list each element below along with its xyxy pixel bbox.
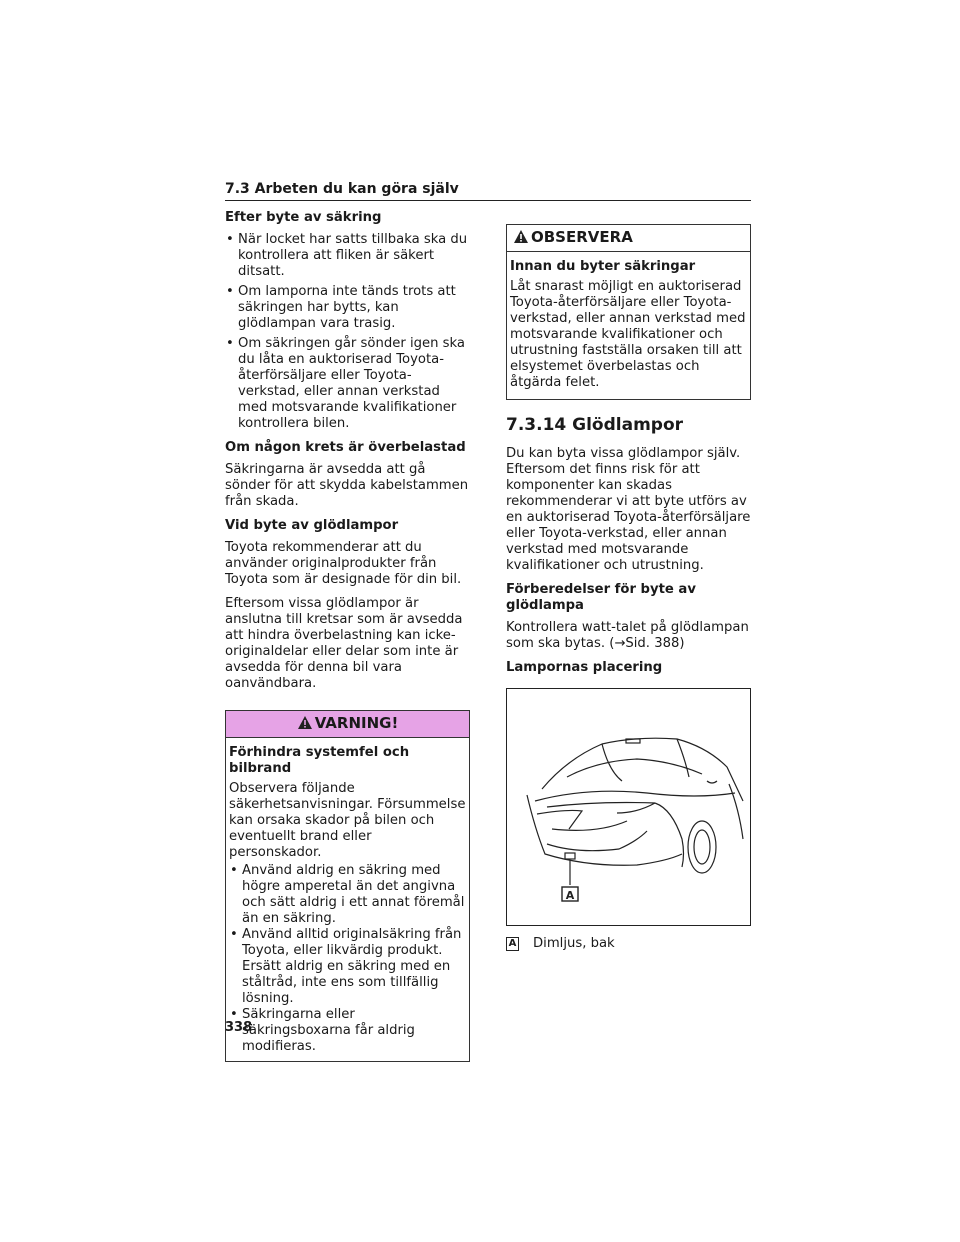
paragraph: Toyota rekommenderar att du använder originalprodukter från Toyota som är designade för din bil. (225, 540, 462, 587)
caption-text: Dimljus, bak (533, 936, 615, 951)
warning-heading: Förhindra systemfel och bilbrand (229, 745, 410, 776)
section-title: 7.3.14 Glödlampor (506, 415, 684, 435)
list-item: • Säkringarna eller säkringsboxarna får aldrig modifieras. (229, 1007, 466, 1055)
heading-lamp-position: Lampornas placering (506, 660, 663, 675)
notice-box (506, 224, 751, 400)
warning-triangle-icon (297, 715, 313, 735)
figure-caption (506, 936, 751, 952)
warning-text: Observera följande säkerhetsanvisningar. Försummelse kan orsaka skador på bilen och eventuellt brand eller personskador. (229, 781, 466, 860)
heading-preparation: Förberedelser för byte av glödlampa (506, 582, 696, 613)
warning-title: VARNING! (314, 714, 399, 732)
warning-triangle-icon (513, 229, 529, 249)
notice-title: OBSERVERA (531, 228, 633, 246)
warning-title-bar (226, 711, 469, 738)
page-number: 338 (225, 1020, 253, 1035)
warning-box (225, 710, 470, 1062)
paragraph: Kontrollera watt-talet på glödlampan som ska bytas. (→Sid. 388) (506, 620, 749, 651)
caption-badge: A (506, 937, 519, 951)
heading-after-fuse-change: Efter byte av säkring (225, 210, 382, 225)
right-column (506, 224, 751, 952)
figure-callout-label: A (565, 889, 575, 902)
warning-body (226, 738, 469, 1061)
left-column (225, 210, 470, 1076)
notice-text: Låt snarast möjligt en auktoriserad Toyota-återförsäljare eller Toyota-verkstad, eller annan verkstad med motsvarande kvalifikationer och utrustning fastställa orsaken till att elsystemet överbelastas och åtgärda felet. (510, 279, 746, 390)
car-rear-illustration (506, 688, 751, 926)
heading-bulb-change: Vid byte av glödlampor (225, 518, 399, 533)
warning-list (229, 863, 466, 1055)
notice-title-bar (507, 225, 750, 252)
section-header: 7.3 Arbeten du kan göra själv (225, 180, 751, 201)
paragraph: Du kan byta vissa glödlampor själv. Eftersom det finns risk för att komponenter kan skadas rekommenderar vi att byte utförs av en auktoriserad Toyota-återförsäljare eller Toyota-verkstad, eller annan verkstad med motsvarande kvalifikationer och utrustning. (506, 446, 751, 573)
list-item: • Använd aldrig en säkring med högre amperetal än det angivna och sätt aldrig i ett annat föremål än en säkring. (229, 863, 466, 927)
paragraph: Eftersom vissa glödlampor är anslutna till kretsar som är avsedda att hindra överbelastning kan icke-originaldelar eller delar som inte är avsedda för denna bil vara oanvändbara. (225, 596, 463, 691)
heading-overloaded-circuit: Om någon krets är överbelastad (225, 440, 466, 455)
notice-heading: Innan du byter säkringar (510, 259, 696, 274)
after-fuse-list (225, 232, 470, 432)
car-rear-drawing (507, 689, 750, 925)
list-item: • Använd alltid originalsäkring från Toyota, eller likvärdig produkt. Ersätt aldrig en säkring med en ståltråd, inte ens som tillfällig lösning. (229, 927, 466, 1007)
notice-body (507, 252, 750, 399)
list-item: • När locket har satts tillbaka ska du kontrollera att fliken är säkert ditsatt. (225, 232, 470, 280)
paragraph: Säkringarna är avsedda att gå sönder för att skydda kabelstammen från skada. (225, 462, 469, 509)
list-item: • Om lamporna inte tänds trots att säkringen har bytts, kan glödlampan vara trasig. (225, 284, 470, 332)
list-item: • Om säkringen går sönder igen ska du låta en auktoriserad Toyota-återförsäljare eller Toyota-verkstad, eller annan verkstad med motsvarande kvalifikationer kontrollera bilen. (225, 336, 470, 432)
